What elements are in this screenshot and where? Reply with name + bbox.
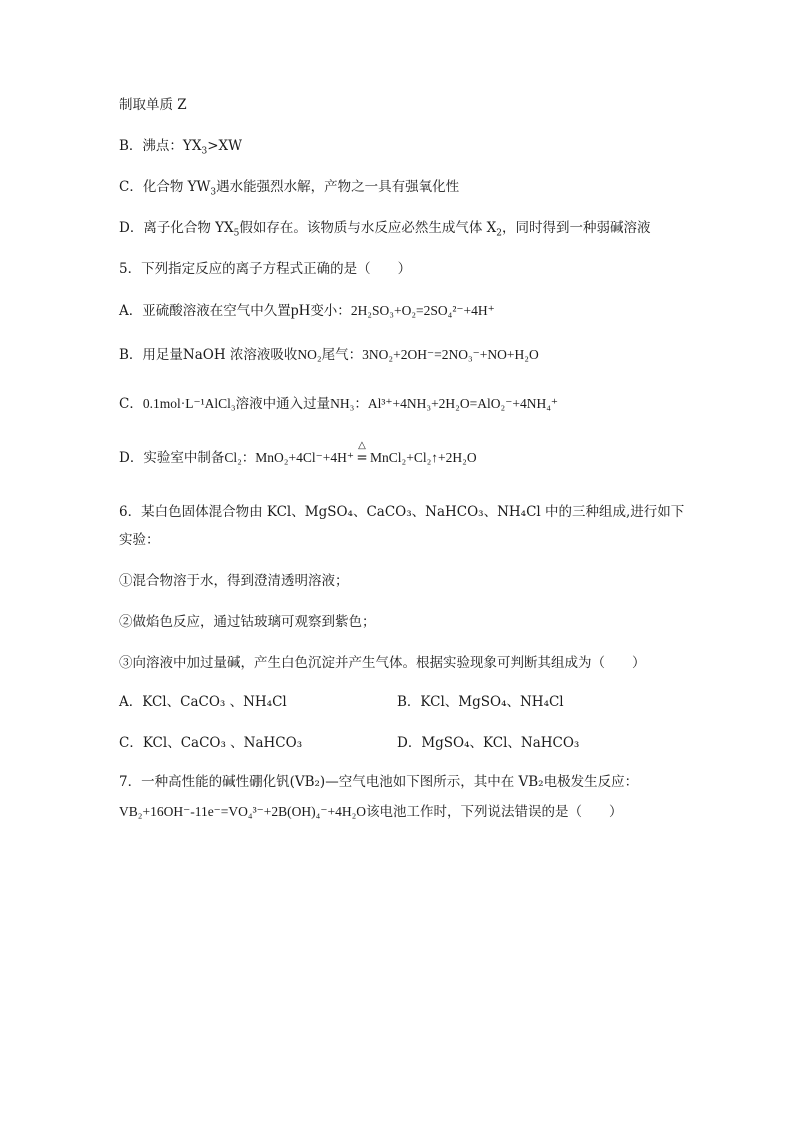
formula: NH₃：	[330, 396, 368, 411]
ph-symbol: pH	[290, 302, 311, 319]
subscript: 3	[201, 146, 208, 157]
equation: 3NO₂+2OH⁻=2NO₃⁻+NO+H₂O	[362, 347, 539, 362]
step-text: ①混合物溶于水，得到澄清透明溶液；	[119, 573, 349, 589]
subscript: 3	[210, 187, 217, 198]
question-7-stem	[119, 773, 638, 791]
option-c	[119, 178, 459, 196]
question-6-step-2	[119, 613, 376, 631]
question-stem: 实验：	[119, 532, 160, 548]
question-6-option-b	[397, 693, 564, 711]
subscript: 5	[233, 228, 240, 239]
equation-right: MnCl₂+Cl₂↑+2H₂O	[370, 450, 477, 465]
question-5-option-b	[119, 346, 539, 364]
option-text: 变小：	[310, 303, 351, 319]
heating-condition: △ =	[354, 449, 370, 467]
question-6-step-3	[119, 654, 646, 672]
option-c-text: C．化合物 YW	[119, 179, 211, 195]
question-6-option-c	[119, 734, 302, 752]
question-6-step-1	[119, 572, 349, 590]
option-text: D．MgSO₄、KCl、NaHCO₃	[397, 735, 580, 751]
option-label: A．亚硫酸溶液在空气中久置	[119, 303, 291, 319]
delta-icon: △	[358, 440, 366, 451]
equation-left: MnO₂+4Cl⁻+4H⁺	[255, 450, 354, 465]
step-text: ③向溶液中加过量碱，产生白色沉淀并产生气体。根据实验现象可判断其组成为（ ）	[119, 655, 646, 671]
option-label: C．	[119, 396, 143, 412]
option-label: B．用足量NaOH 浓溶液吸收	[119, 347, 298, 363]
option-text: B．KCl、MgSO₄、NH₄Cl	[397, 694, 564, 710]
question-stem: 5．下列指定反应的离子方程式正确的是（ ）	[119, 261, 412, 277]
option-b	[119, 137, 242, 155]
option-text: 溶液中通入过量	[235, 396, 331, 412]
option-d-text-mid: 假如存在。该物质与水反应必然生成气体 X	[239, 220, 497, 236]
option-d-text-end: ，同时得到一种弱碱溶液	[502, 220, 651, 236]
subscript: 2	[496, 228, 503, 239]
question-stem: 7．一种高性能的碱性硼化钒(VB₂)—空气电池如下图所示，其中在 VB₂电极发生反应：	[119, 774, 639, 790]
question-6-option-a	[119, 693, 287, 711]
option-b-text-end: >XW	[207, 138, 242, 154]
option-text: A．KCl、CaCO₃ 、NH₄Cl	[119, 694, 287, 710]
step-text: ②做焰色反应，通过钴玻璃可观察到紫色；	[119, 614, 376, 630]
question-5-stem	[119, 260, 411, 278]
question-7-stem-cont	[119, 803, 623, 821]
equation: VB₂+16OH⁻-11e⁻=VO₄³⁻+2B(OH)₄⁻+4H₂O	[119, 804, 367, 819]
question-stem: 该电池工作时，下列说法错误的是（ ）	[366, 804, 623, 820]
option-c-text-end: 遇水能强烈水解，产物之一具有强氧化性	[216, 179, 460, 195]
question-6-option-d	[397, 734, 579, 752]
option-b-text: B．沸点：YX	[119, 138, 202, 154]
option-text: 尾气：	[321, 347, 363, 363]
equation: 2H₂SO₃+O₂=2SO₄²⁻+4H⁺	[350, 303, 495, 318]
option-d	[119, 219, 651, 237]
question-5-option-c	[119, 395, 558, 413]
equation: Al³⁺+4NH₃+2H₂O=AlO₂⁻+4NH₄⁺	[367, 396, 559, 411]
option-d-text: D．离子化合物 YX	[119, 220, 234, 236]
formula: Cl₂：	[224, 450, 256, 465]
question-5-option-d	[119, 440, 477, 467]
formula: NO₂	[297, 347, 322, 362]
option-label: D．实验室中制备	[119, 450, 225, 466]
option-a-continuation	[119, 96, 187, 114]
formula: 0.1mol·L⁻¹AlCl₃	[142, 396, 236, 411]
question-stem: 6．某白色固体混合物由 KCl、MgSO₄、CaCO₃、NaHCO₃、NH₄Cl 中的三种组成,进行如下	[119, 504, 685, 520]
question-6-stem	[119, 503, 684, 521]
question-6-stem-cont	[119, 531, 160, 549]
option-text: C．KCl、CaCO₃ 、NaHCO₃	[119, 735, 303, 751]
question-5-option-a	[119, 302, 495, 320]
option-text: 制取单质 Z	[119, 97, 187, 113]
